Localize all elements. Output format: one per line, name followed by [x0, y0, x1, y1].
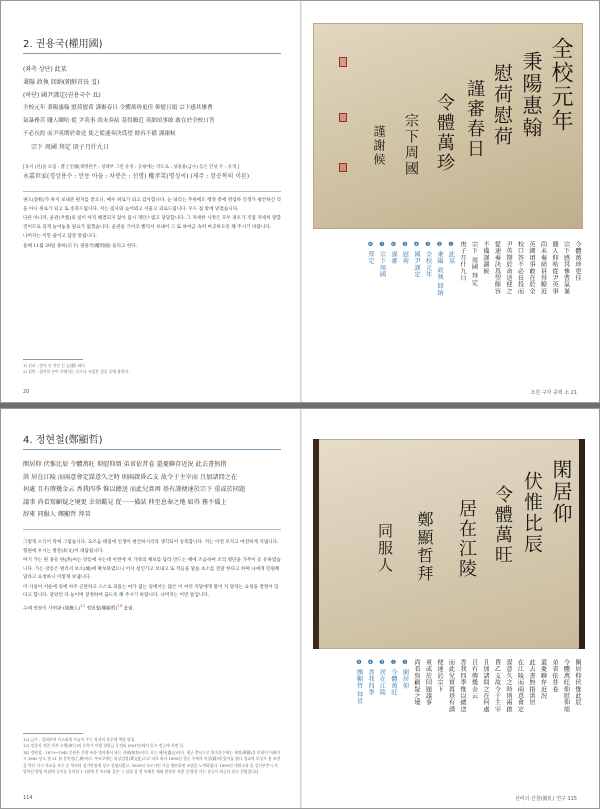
- closing-text: 정현철(鄭顯哲): [86, 606, 118, 612]
- transcription-column: 宗下 周國 拜定: [470, 241, 478, 287]
- letter-calligraphy: 同服人: [376, 523, 394, 574]
- transcription-column: 香我四季惟以總送: [459, 659, 466, 713]
- page-number-left: 114: [23, 795, 33, 801]
- footnote: 1) 선교 : 정사 선 적인 긴 급(要) 하다.: [23, 363, 87, 368]
- transcription-column: 在江陵而兩意會定: [516, 659, 524, 713]
- paragraph: 다른 아니라, 윤관(尹寬)의 일이 아직 해결되지 않아 몸시 개탄스럽고 당당합니다. 그 자세한 사정은 모두 권오가 직접 자세히 말할 것이므로 길게 늘어놓을 필요가 없겠습니다. 윤관을 기어코 빨리서 보내어 그 또 하여금 속히 마공하도록 해 주시기 바랍니다.: [23, 216, 281, 230]
- annotation-column: ❸ 居在江陵: [378, 659, 386, 696]
- hanja-line: 辞來 同服人 鄭顯哲 拜晉: [23, 511, 91, 519]
- letter-calligraphy: 謹謝候: [372, 125, 386, 167]
- vertical-transcription: [319, 241, 581, 381]
- annotation-column: ❶ 此某: [447, 241, 455, 265]
- closing-text: 올림.: [123, 606, 134, 612]
- paragraph: 나머지는 이만 줄이고 답장 알립니다.: [23, 234, 97, 239]
- block-line: 氣暴務苦 賤人啣哈 從 尹英事 尚未奏結 基得瞭近 英細頃事敢 敢在於全校口答: [23, 118, 215, 124]
- letter-calligraphy: 令體萬珍: [434, 93, 455, 173]
- book-fold: [300, 1, 302, 402]
- seal-note: [23, 163, 281, 181]
- paragraph: 여기 가는 편 홍유 한(洪)씨는 강릉에 사는데 이번에 저 가정의 체보를 답라 만드는 때에 즈음하여 조리 명단을 가무이 옹 유하였습니다. 가는 강릉은 벌리서 보소(城)에 확보하였으니 어서 설인가고 보내고 또 적들을 말슴 초소를 전달 한다고 하며 나에게 민원해 달라고 요청하니 이렇게 보냅니다.: [23, 558, 281, 580]
- transcription-column: 謀意久之時則兩啟: [505, 659, 512, 713]
- transcription-column: 校口答不必長投而: [516, 241, 524, 295]
- letter-calligraphy: 慰荷慰荷: [491, 63, 513, 147]
- transcription-column: 令體萬旺仰慰仰頌: [562, 659, 570, 713]
- footnote: 14) 정현철 : 1879~1945 문관은 온양 조풍 명지에서 과는 지해(知有)이다. 호는 혜산(惠山)이다. 재군 충남으로 원지분수에는 제정(華靜)을 보험이 어좌미시 1885 년도 관 31 월 문이정(仁濟)이다. 부조로에는 위상검정(華文化)으로 바로 하사 1895년 경군 주에자 비장(精)에 있어를 했다 정교의 보상가 용 조전을 박산 다시 적교를 자무 문 역사라 검거안정에 상고 설명되었고, 5000년 국토가인 가를 명안하면 조법을 노력하였다. 1895년 내합국과 을 김신부층시 사업학선 양업 비위에 공이를 문비한 1 1월에 온 이르와 같은 그 설립 강 정 이해은 제외 한정과 지방 것 방향 가는 관공이 하군다 참고 설명입니다.: [23, 749, 281, 775]
- divider: [23, 529, 281, 530]
- seal-stamp: [339, 57, 347, 67]
- transcription-column: 便達於宗下: [436, 659, 443, 693]
- transcription-column: 尚看寫顧疑之境: [413, 659, 420, 706]
- translation-body: [23, 539, 281, 615]
- hanja-line: 議事 尚看寫顧疑之境更 幸須鑑見 從一一備試 伸至息奉之地 如得 務不備上: [23, 498, 227, 506]
- annotation-column: ❺ 鄭顯哲 拜晉: [355, 659, 363, 705]
- transcription-column: 昏乙支故令于主宰: [493, 659, 501, 713]
- annotation-column: ❻ 謹審: [390, 241, 397, 265]
- footnote: 2) 결만 : 집이의 손이 주에서는 끈으나 서있은 집을 곳에 용한다.: [23, 369, 130, 375]
- section-title: 2. 권용국(權用國): [23, 39, 103, 50]
- section-title: 4. 정현철(鄭顯哲): [23, 435, 103, 446]
- transcription-column: 此去書無措洪居: [528, 659, 535, 706]
- translation-body: [23, 197, 281, 252]
- transcription-column: 而此兒實再基有謹: [447, 659, 455, 713]
- annotation-column: ❷ 秉陽 政執 回納: [436, 241, 443, 297]
- annotation-column: ❼ 宗下周國: [378, 241, 386, 278]
- seal-note-line: [육서 (선)을 모집 : 蒼上至國(제병관주 : 성태부 그런 유성 : 공평에는 약도로 : 성용용(금수) 동은 안녕 두 : 유개 ]: [23, 165, 240, 170]
- closing-text: 수래 연장이 사허판 (弼應人): [23, 606, 81, 612]
- photo-edge: [579, 439, 585, 649]
- footnote-marker: 12: [80, 602, 86, 608]
- top-spread: [0, 0, 600, 403]
- section-rule: [23, 449, 281, 450]
- letter-calligraphy: 鄭顯哲拜: [415, 511, 434, 583]
- transcription-column: 尚未奏結甚得瞭近: [539, 241, 547, 295]
- paragraph: 올해 11월 29일 종하(宗下) 권용국(權用國) 올리고 한다.: [23, 243, 138, 249]
- transcription-column: 英細頃事敢在於全: [528, 241, 535, 295]
- transcription-column: 賤人仰哈從尹英事: [551, 241, 558, 295]
- book-fold: [300, 409, 302, 808]
- block-line: 不必長投 而尹英期於命送 使之從速奏決爲望 餘容不備 謹謝候: [23, 131, 176, 137]
- seal-stamp: [339, 163, 347, 172]
- page-number-left: 20: [23, 389, 30, 395]
- letter-calligraphy: 謹審春日: [464, 79, 485, 159]
- annotation-column: ❽ 拜定: [367, 241, 374, 265]
- block-line: 全校元年 秉陽惠翰 慰荷慰荷 謹審春日 令體萬珍更佳 仰慰且頌 宗下感其慘曹: [23, 105, 213, 111]
- letter-calligraphy: 宗下周國: [403, 113, 419, 177]
- original-text-block: [23, 63, 281, 154]
- seal-stamp: [339, 113, 347, 122]
- block-line: 秉陽 政執 回納(朝鮮首長 집): [23, 79, 100, 86]
- paragraph: 그렇게 소식이 막혀 그립습니다. 요즈음 태질에 인생이 편안하시리라 생각되어 송축합니다. 저는 이전 모지고 여전하게 지냅니다. 형편에 우시는 방문(坊文)이 대답됩니다.: [23, 540, 279, 554]
- annotation-column: ❷ 令體萬旺: [390, 659, 397, 696]
- bottom-spread: [0, 408, 600, 809]
- letter-calligraphy: 居在江陵: [456, 499, 477, 579]
- letter-photo: [313, 439, 585, 649]
- footnotes: [23, 737, 281, 775]
- paragraph: 이 사실이 서운에 길에 아주 곤란하고 스스로 괴롭는 마가 없는 일에서는 많은 이 여러 지달에게 말어 지 달라는 요청을 결정이 있다고 합니다. 달았던 다 늘이며 잘정하여 끊도록 해 주시기 바랍니다. 나머지는 어만 쓸입니다.: [23, 584, 279, 598]
- annotation-column: ❶ 閑居仰: [401, 659, 409, 690]
- section-rule: [23, 53, 281, 54]
- photo-edge: [313, 439, 319, 649]
- page-number-right: 선비의 간찰(簡札) 연구 115: [514, 796, 577, 802]
- block-line: (좌측 상단) 此某: [23, 66, 67, 73]
- annotation-column: ❹ 國尹謹定: [413, 241, 420, 278]
- block-line: (하단) 國尹謹定(권용국수 표): [23, 92, 101, 99]
- footnotes: [23, 363, 281, 376]
- paragraph: [23, 602, 281, 614]
- transcription-column: 尹英期於命送使之: [505, 241, 512, 295]
- transcription-column: 庚子月什九日: [459, 241, 466, 282]
- transcription-column: 還憂聊存近況: [539, 659, 547, 700]
- transcription-column: 閑居仰伏惟此辰: [574, 659, 581, 706]
- hanja-line: 何處 且有傳幾金云 香我四季 惟以總送 而此兒實再 基有謹便達於宗下 重或於同題: [23, 486, 246, 494]
- transcription-column: 不備謹謝候: [482, 241, 489, 275]
- divider: [23, 191, 281, 192]
- transcription-column: 且加諸問之在何處: [482, 659, 489, 713]
- footnote: 12) 금주 : 강려보여 저고려게 가늘이 주는 정서의 본문에 책한 명칭.: [23, 737, 136, 742]
- transcription-column: 重或於同題議事: [424, 659, 432, 706]
- letter-photo: [313, 23, 583, 229]
- seal-note-line: 永嘉世家(경상용수 : 안동 아을 : 차봉은 : 선명) 權孝笑(명성씨) (제주 : 참공복의 이른): [23, 173, 250, 180]
- page-number-right: 조원 구자 종택 소 21: [530, 390, 577, 396]
- transcription-column: 弟省依昔卷: [551, 659, 558, 693]
- vertical-transcription: [319, 659, 581, 789]
- letter-calligraphy: 令體萬旺: [492, 485, 513, 565]
- hanja-line: 洪 居在江陵 而兩意會定謀意久之時 則兩啟昏乙支 故令于主宰而 且加諸問之在: [23, 473, 238, 481]
- transcription-column: 令體萬珍更佳: [574, 241, 581, 282]
- letter-calligraphy: 伏惟比辰: [521, 471, 543, 555]
- annotation-column: ❸ 全校元年: [424, 241, 432, 278]
- block-line: 宗下 周國 拜定 庚子月什九日: [31, 144, 109, 151]
- transcription-column: 宗下感其慘曹氣暴: [562, 241, 570, 295]
- annotation-column: ❹ 香我四季: [367, 659, 374, 696]
- letter-calligraphy: 閑居仰: [549, 459, 573, 525]
- paragraph: 권오(金校)가 하지 보내준 편지를 받으니, 매우 위로가 되고 감사합니다. 눈 내리는 추위에도 행정 총에 영업하 인생가 평안하신 것을 아니 위로가 되고 또 송축드립니다. 저는 집사와 늦어뵈고 서울고 괴로드립니다. 우드 집 밖에 맡겼습니다.: [23, 198, 281, 212]
- footnote-marker: 14: [117, 602, 123, 608]
- footnote-rule: [23, 359, 83, 360]
- footnote: 13) 정경서 지엄 가자 오행(奉行)의 문학가 이방 향합금 동정되 (901년)에서 일시 정군에 서면 일.: [23, 743, 185, 749]
- transcription-column: 且有傳幾金云: [470, 659, 478, 700]
- transcription-column: 從速奏決爲望餘容: [493, 241, 501, 295]
- original-text-block: [23, 459, 281, 522]
- letter-calligraphy: 秉陽惠翰: [519, 51, 543, 139]
- hanja-line: 閑居仰 伏惟比辰 令體萬旺 仰慰仰頌 弟省依昔卷 還憂聊存近況 此去書無措: [23, 461, 227, 468]
- letter-calligraphy: 全校元年: [548, 37, 573, 133]
- annotation-column: ❺ 慰荷: [401, 241, 409, 265]
- footnote-rule: [23, 733, 83, 734]
